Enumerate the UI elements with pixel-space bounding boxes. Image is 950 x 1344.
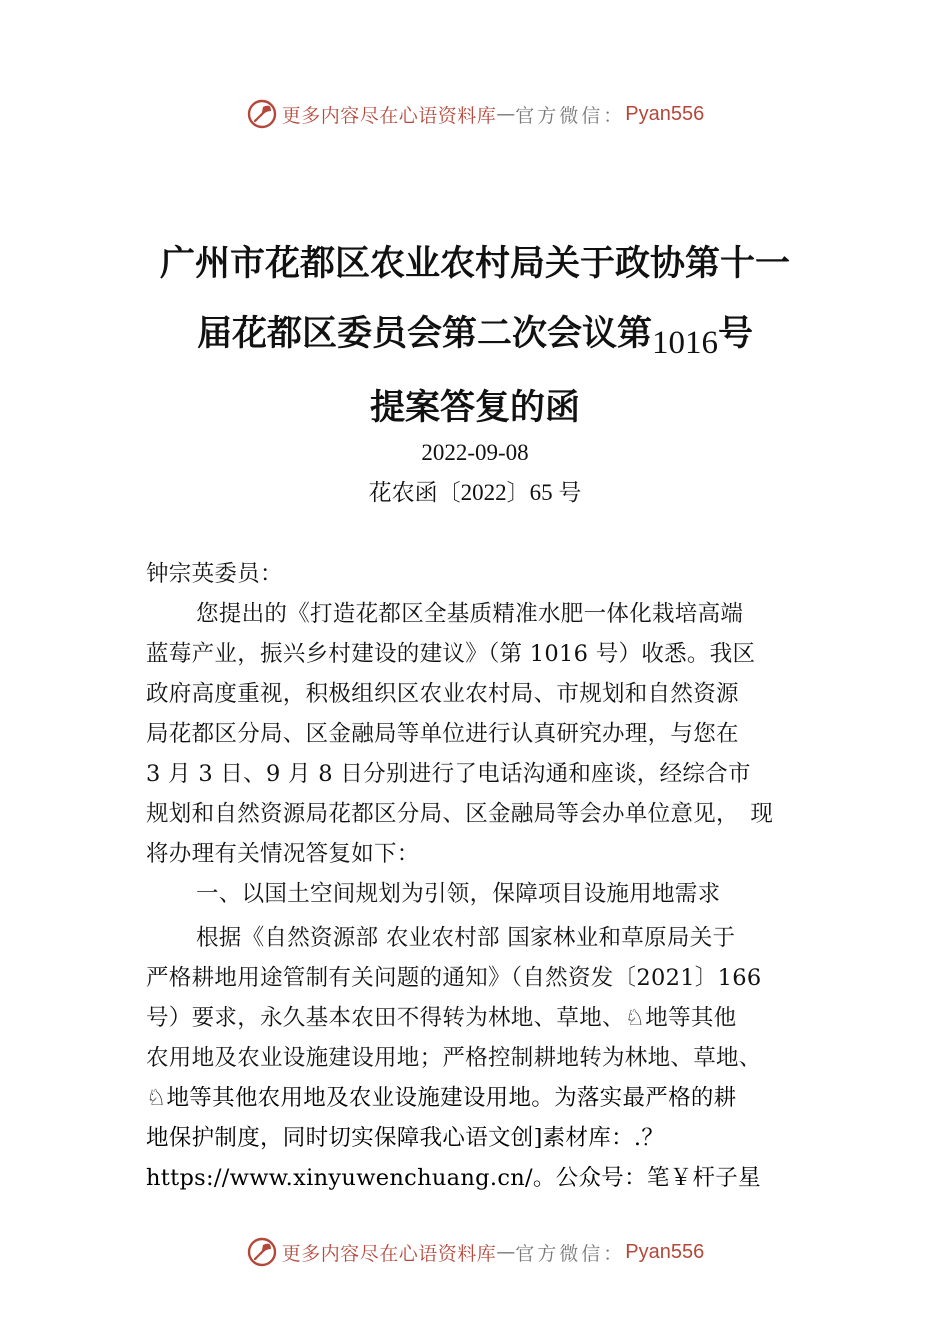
- title-line-2-prefix: 届花都区委员会第二次会议第: [196, 313, 652, 354]
- watermark-brand: 更多内容尽在心语资料库: [281, 104, 497, 127]
- body-line: 蓝莓产业，振兴乡村建设的建议》（第 1016 号）收悉。我区: [146, 641, 756, 667]
- section-heading: 一、以国土空间规划为引领，保障项目设施用地需求: [196, 881, 721, 907]
- watermark-separator: —: [496, 1241, 516, 1263]
- document-date: 2022-09-08: [421, 440, 529, 465]
- document-title-line-3: 提案答复的函: [369, 387, 580, 428]
- body-line: 严格耕地用途管制有关问题的通知》（自然资发〔2021〕166: [146, 965, 762, 991]
- quill-seal-icon: [246, 1236, 278, 1268]
- body-line: 您提出的《打造花都区全基质精准水肥一体化栽培高端: [196, 601, 744, 627]
- watermark-separator: —: [496, 103, 516, 125]
- proposal-number: 1016: [652, 325, 718, 361]
- body-line: 将办理有关情况答复如下：: [146, 841, 420, 867]
- title-line-2-suffix: 号: [718, 313, 754, 354]
- body-line: ♘地等其他农用地及农业设施建设用地。为落实最严格的耕: [146, 1085, 737, 1111]
- watermark-label: 官方微信：: [515, 104, 626, 127]
- body-line: 局花都区分局、区金融局等单位进行认真研究办理，与您在: [146, 721, 739, 747]
- watermark-footer: [0, 1234, 950, 1270]
- watermark-brand: 更多内容尽在心语资料库: [281, 1242, 497, 1265]
- quill-seal-icon: [246, 98, 278, 130]
- watermark-wechat-id: Pyan556: [625, 102, 705, 125]
- watermark-header: [0, 96, 950, 132]
- document-title-line-1: 广州市花都区农业农村局关于政协第十一: [159, 243, 790, 284]
- document-number: 花农函〔2022〕65 号: [368, 480, 582, 505]
- body-line: 号）要求，永久基本农田不得转为林地、草地、♘地等其他: [146, 1005, 737, 1031]
- body-line: 政府高度重视，积极组织区农业农村局、市规划和自然资源: [146, 681, 739, 707]
- body-line: 地保护制度，同时切实保障我心语文创]素材库：.？: [146, 1125, 665, 1151]
- salutation: 钟宗英委员：: [146, 561, 283, 587]
- body-line: 根据《自然资源部 农业农村部 国家林业和草原局关于: [196, 925, 736, 951]
- watermark-label: 官方微信：: [515, 1242, 626, 1265]
- body-line: 规划和自然资源局花都区分局、区金融局等会办单位意见， 现: [146, 801, 774, 827]
- body-line: https://www.xinyuwenchuang.cn/。公众号：笔￥杆子星: [146, 1165, 761, 1191]
- document-title-line-2: [0, 306, 950, 361]
- watermark-wechat-id: Pyan556: [625, 1240, 705, 1263]
- body-line: 3 月 3 日、9 月 8 日分别进行了电话沟通和座谈，经综合市: [146, 761, 751, 787]
- body-line: 农用地及农业设施建设用地；严格控制耕地转为林地、草地、: [146, 1045, 762, 1071]
